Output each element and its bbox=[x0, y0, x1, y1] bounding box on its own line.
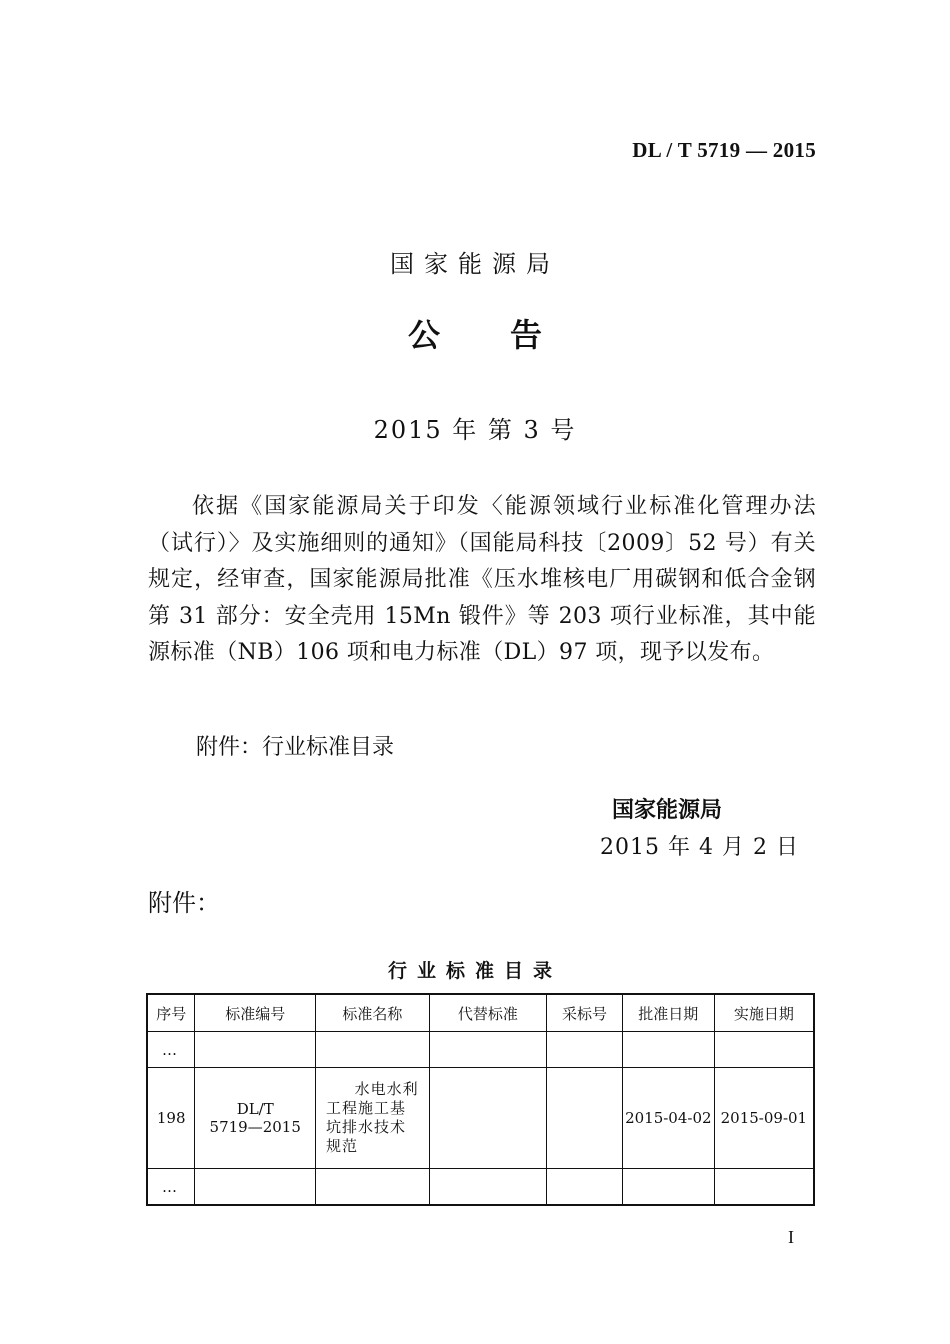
name-cell bbox=[316, 1068, 430, 1169]
table-row-ellipsis bbox=[147, 1169, 814, 1206]
code-line: DL/T bbox=[236, 1100, 274, 1118]
signature-organization: 国家能源局 bbox=[612, 798, 723, 823]
attachment-note: 附件：行业标准目录 bbox=[196, 735, 395, 760]
code-cell bbox=[195, 1068, 316, 1169]
column-header: 标准编号 bbox=[195, 994, 316, 1032]
table-row-ellipsis bbox=[147, 1032, 814, 1068]
column-header: 实施日期 bbox=[714, 994, 814, 1032]
name-line: 工程施工基 bbox=[326, 1099, 407, 1117]
code-line: 5719—2015 bbox=[209, 1118, 301, 1136]
table-row bbox=[147, 1068, 814, 1169]
approval-date-cell: 2015-04-02 bbox=[622, 1068, 714, 1169]
name-line: 规范 bbox=[326, 1137, 359, 1155]
column-header: 序号 bbox=[147, 994, 195, 1032]
seq-cell: 198 bbox=[147, 1068, 195, 1169]
page-number: I bbox=[788, 1227, 794, 1247]
standards-table bbox=[146, 993, 815, 1206]
name-line: 水电水利 bbox=[354, 1080, 419, 1098]
adopted-cell bbox=[547, 1068, 623, 1169]
attachment-label: 附件： bbox=[148, 889, 220, 917]
standard-code: DL / T 5719 — 2015 bbox=[632, 138, 816, 162]
column-header: 标准名称 bbox=[316, 994, 430, 1032]
issue-number: 2015 年 第 3 号 bbox=[373, 416, 577, 444]
table-title: 行业标准目录 bbox=[387, 960, 562, 982]
replaces-cell bbox=[429, 1068, 547, 1169]
announcement-body: 依据《国家能源局关于印发〈能源领域行业标准化管理办法（试行）〉及实施细则的通知》（国能局科技〔2009〕52 号）有关规定，经审查，国家能源局批准《压水堆核电厂用碳钢和低合金钢 第 31 部分：安全壳用 15Mn 锻件》等 203 项行业标准，其中能源标准（NB）106 项和电力标准（DL）97 项，现予以发布。 bbox=[148, 494, 839, 665]
name-line: 坑排水技术 bbox=[326, 1118, 407, 1136]
issuer-name: 国家能源局 bbox=[390, 250, 560, 278]
column-header: 代替标准 bbox=[429, 994, 547, 1032]
column-header: 批准日期 bbox=[622, 994, 714, 1032]
announcement-title: 公告 bbox=[407, 316, 612, 354]
ellipsis-cell: … bbox=[147, 1169, 195, 1206]
ellipsis-cell: … bbox=[147, 1032, 195, 1068]
effective-date-cell: 2015-09-01 bbox=[714, 1068, 814, 1169]
column-header: 采标号 bbox=[547, 994, 623, 1032]
table-header-row bbox=[147, 994, 814, 1032]
signature-date: 2015 年 4 月 2 日 bbox=[600, 835, 799, 860]
